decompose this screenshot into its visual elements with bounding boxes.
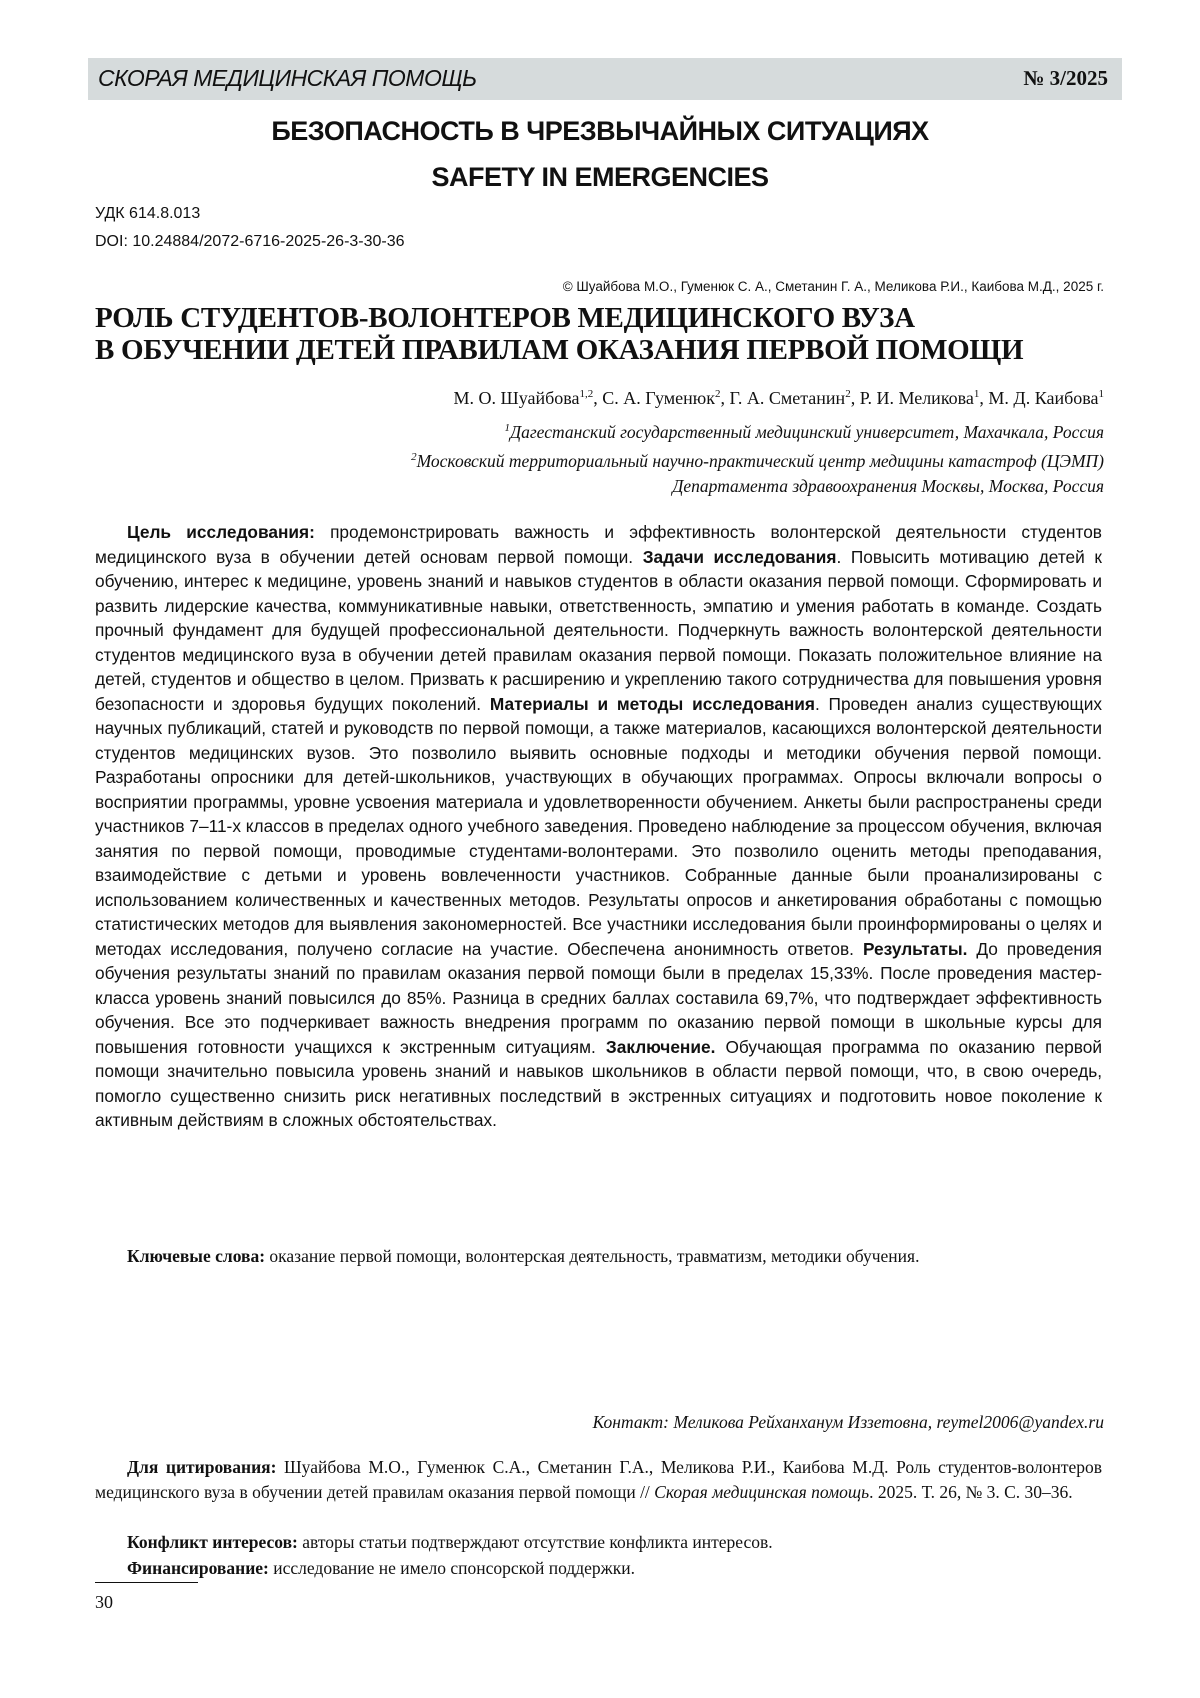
- running-header: [88, 58, 1122, 100]
- abstract: Цель исследования: продемонстрировать важность и эффективность волонтерской деятельности студентов медицинского вуза в обучении детей основам первой помощи. Задачи исследования. Повысить мотивацию детей к обучению, интерес к медицине, уровень знаний и навыков студентов в области оказания первой помощи. Сформировать и развить лидерские качества, коммуникативные навыки, ответственность, эмпатию и умения работать в команде. Создать прочный фундамент для будущей профессиональной деятельности. Подчеркнуть важность волонтерской деятельности студентов медицинского вуза в обучении детей правилам оказания первой помощи. Показать положительное влияние на детей, студентов и общество в целом. Призвать к расширению и укреплению такого сотрудничества для повышения уровня безопасности и здоровья будущих поколений. Материалы и методы исследования. Проведен анализ существующих научных публикаций, статей и руководств по первой помощи, а также материалов, касающихся волонтерской деятельности студентов медицинских вузов. Это позволило выявить основные подходы и методики обучения первой помощи. Разработаны опросники для детей-школьников, участвующих в обучающих программах. Опросы включали вопросы о восприятии программы, уровне усвоения материала и удовлетворенности обучением. Анкеты были распространены среди участников 7–11-х классов в пределах одного учебного заведения. Проведено наблюдение за процессом обучения, включая занятия по первой помощи, проводимые студентами-волонтерами. Это позволило оценить методы преподавания, взаимодействие с детьми и уровень вовлеченности участников. Собранные данные были проанализированы с использованием количественных и качественных методов. Результаты опросов и анкетирования обработаны с помощью статистических методов для выявления закономерностей. Все участники исследования были проинформированы о целях и методах исследования, получено согласие на участие. Обеспечена анонимность ответов. Результаты. До проведения обучения результаты знаний по правилам оказания первой помощи были в пределах 15,33%. После проведения мастер-класса уровень знаний повысился до 85%. Разница в средних баллах составила 69,7%, что подтверждает эффективность обучения. Все это подчеркивает важность внедрения программ по оказанию первой помощи в школьные курсы для повышения готовности учащихся к экстренным ситуациям. Заключение. Обучающая программа по оказанию первой помощи значительно повысила уровень знаний и навыков школьников в области первой помощи, что, в свою очередь, помогло существенно снизить риск негативных последствий в экстренных ситуациях и подготовить новое поколение к активным действиям в сложных обстоятельствах.: [95, 522, 1102, 1130]
- author: М. Д. Каибова$^1$: [988, 388, 1104, 408]
- author: Г. А. Сметанин$^2$,: [729, 388, 860, 408]
- title-line: В ОБУЧЕНИИ ДЕТЕЙ ПРАВИЛАМ ОКАЗАНИЯ ПЕРВОЙ ПОМОЩИ: [95, 334, 1024, 366]
- conflict-of-interest: Конфликт интересов: авторы статьи подтверждают отсутствие конфликта интересов.: [127, 1532, 773, 1552]
- section-title-ru: БЕЗОПАСНОСТЬ В ЧРЕЗВЫЧАЙНЫХ СИТУАЦИЯХ: [271, 116, 929, 146]
- funding: Финансирование: исследование не имело спонсорской поддержки.: [127, 1558, 635, 1578]
- issue-number: № 3/2025: [1023, 66, 1108, 90]
- affiliation: $^2$Московский территориальный научно-практический центр медицины катастроф (ЦЭМП): [411, 450, 1104, 471]
- title-line: РОЛЬ СТУДЕНТОВ-ВОЛОНТЕРОВ МЕДИЦИНСКОГО ВУЗА: [95, 302, 915, 334]
- section-title-en: SAFETY IN EMERGENCIES: [431, 162, 769, 192]
- udk: УДК 614.8.013: [95, 205, 201, 222]
- affiliations: [411, 416, 1104, 499]
- authors: [454, 388, 1104, 409]
- article-title: [95, 302, 1023, 366]
- author: М. О. Шуайбова$^{1,2}$,: [453, 388, 603, 408]
- affiliation: $^1$Дагестанский государственный медицинский университет, Махачкала, Россия: [504, 421, 1104, 442]
- doi: DOI: 10.24884/2072-6716-2025-26-3-30-36: [95, 233, 405, 250]
- author: Р. И. Меликова$^1$,: [859, 388, 989, 408]
- footer-rule: [95, 1582, 198, 1583]
- author: С. А. Гуменюк$^2$,: [602, 388, 730, 408]
- copyright: © Шуайбова М.О., Гуменюк С. А., Сметанин Г. А., Меликова Р.И., Каибова М.Д., 2025 г.: [562, 279, 1104, 294]
- page-number: 30: [95, 1592, 113, 1612]
- contact: Контакт: Меликова Рейханханум Иззетовна, reymel2006@yandex.ru: [592, 1412, 1104, 1432]
- citation: Для цитирования: Шуайбова М.О., Гуменюк С.А., Сметанин Г.А., Меликова Р.И., Каибова М.Д. Роль студентов-волонтеров медицинского вуза в обучении детей правилам оказания первой помощи // Скорая медицинская помощь. 2025. Т. 26, № 3. С. 30–36.: [95, 1457, 1102, 1502]
- journal-name: СКОРАЯ МЕДИЦИНСКАЯ ПОМОЩЬ: [98, 65, 477, 91]
- affiliation: Департамента здравоохранения Москвы, Москва, Россия: [672, 475, 1104, 496]
- keywords: Ключевые слова: оказание первой помощи, волонтерская деятельность, травматизм, методики обучения.: [127, 1246, 920, 1266]
